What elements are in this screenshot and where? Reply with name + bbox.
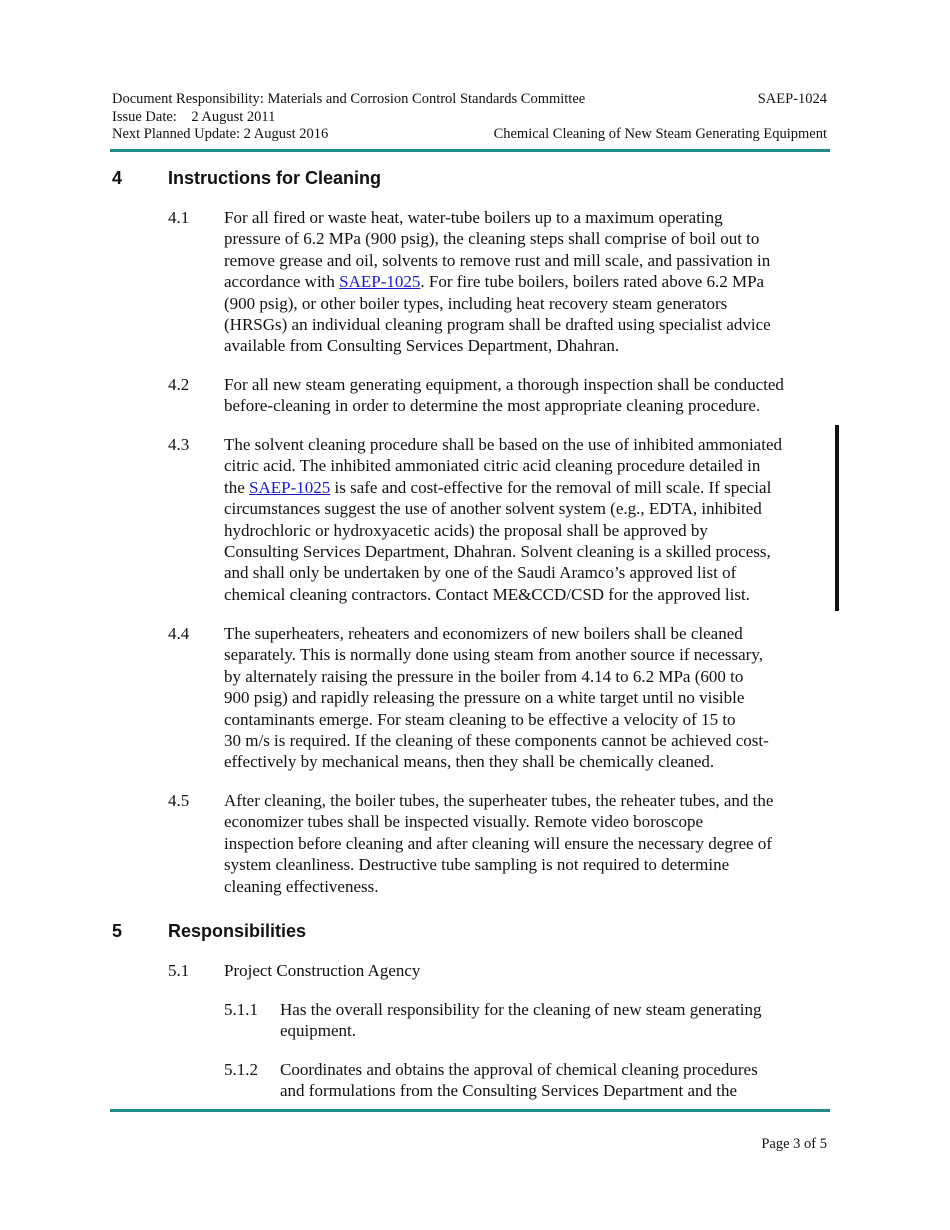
- item-4-2-text: For all new steam generating equipment, a thorough inspection shall be conducted before-cleaning in order to determine the most appropriate cleaning procedure.: [224, 375, 784, 416]
- item-4-3-number: 4.3: [168, 435, 190, 454]
- section-5-title: Responsibilities: [168, 921, 307, 941]
- page-number: Page 3 of 5: [761, 1136, 827, 1152]
- item-5-1-number: 5.1: [168, 961, 190, 980]
- item-4-3-text: [224, 434, 830, 605]
- item-4-4-text: The superheaters, reheaters and economizers of new boilers shall be cleaned separately. This is normally done using steam from another source if necessary, by alternately raising the pressure in the boiler from 4.14 to 6.2 MPa (600 to 900 psig) and rapidly releasing the pressure on a white target until no visible contaminants emerge. For steam cleaning to be effective a velocity of 15 to 30 m/s is required. If the cleaning of these components cannot be achieved cost- effectively by mechanical means, then they shall be chemically cleaned.: [224, 624, 769, 772]
- saep-1025-link[interactable]: SAEP-1025: [339, 272, 421, 292]
- item-4-1-text: [224, 207, 830, 357]
- header-issue-date: Issue Date: 2 August 2011: [112, 109, 276, 125]
- item-4-5-number: 4.5: [168, 791, 190, 810]
- item-5-1-1-number: 5.1.1: [224, 1000, 258, 1019]
- section-4-title: Instructions for Cleaning: [168, 168, 382, 188]
- header-doc-id: SAEP-1024: [757, 91, 827, 107]
- header-doc-title: Chemical Cleaning of New Steam Generating Equipment: [493, 126, 827, 142]
- item-4-5-text: After cleaning, the boiler tubes, the superheater tubes, the reheater tubes, and the economizer tubes shall be inspected visually. Remote video boroscope inspection before cleaning and after cleaning will ensure the necessary degree of system cleanliness. Destructive tube sampling is not required to determine cleaning effectiveness.: [224, 791, 774, 896]
- item-5-1-1-text: Has the overall responsibility for the cleaning of new steam generating equipment.: [280, 1000, 762, 1041]
- section-4-number: 4: [112, 168, 123, 188]
- header-rule: [110, 149, 830, 152]
- section-5-number: 5: [112, 921, 123, 941]
- header-next-update: Next Planned Update: 2 August 2016: [112, 126, 329, 142]
- revision-change-bar: [835, 425, 839, 611]
- item-4-4-number: 4.4: [168, 624, 190, 643]
- item-4-1-text-a: For all fired or waste heat, water-tube boilers up to a maximum operating pressure of 6.2 MPa (900 psig), the cleaning steps shall comprise of boil out to remove grease and oil, solvents to remove rust and mill scale, and passivation in accordance with: [224, 208, 771, 292]
- item-4-3-text-a: The solvent cleaning procedure shall be based on the use of inhibited ammoniated citric acid. The inhibited ammoniated citric acid cleaning procedure detailed in the: [224, 435, 782, 497]
- saep-1025-link[interactable]: SAEP-1025: [249, 477, 331, 497]
- footer-rule: [110, 1109, 830, 1112]
- item-4-3-text-b: is safe and cost-effective for the removal of mill scale. If special circumstances suggest the use of another solvent system (e.g., EDTA, inhibited hydrochloric or hydroxyacetic acids) the proposal shall be approved by Consulting Services Department, Dhahran. Solvent cleaning is a skilled process, and shall only be undertaken by one of the Saudi Aramco’s approved list of chemical cleaning contractors. Contact ME&CCD/CSD for the approved list.: [224, 477, 772, 604]
- item-4-1-text-b: . For fire tube boilers, boilers rated above 6.2 MPa (900 psig), or other boiler types, including heat recovery steam generators (HRSGs) an individual cleaning program shall be drafted using specialist advice available from Consulting Services Department, Dhahran.: [224, 272, 771, 356]
- item-5-1-2-text: Coordinates and obtains the approval of chemical cleaning procedures and formulations from the Consulting Services Department and the: [280, 1060, 758, 1101]
- item-4-2-number: 4.2: [168, 375, 190, 394]
- item-5-1-text: Project Construction Agency: [224, 961, 421, 980]
- item-4-1-number: 4.1: [168, 208, 190, 227]
- header-responsibility: Document Responsibility: Materials and Corrosion Control Standards Committee: [112, 91, 586, 107]
- item-5-1-2-number: 5.1.2: [224, 1060, 258, 1079]
